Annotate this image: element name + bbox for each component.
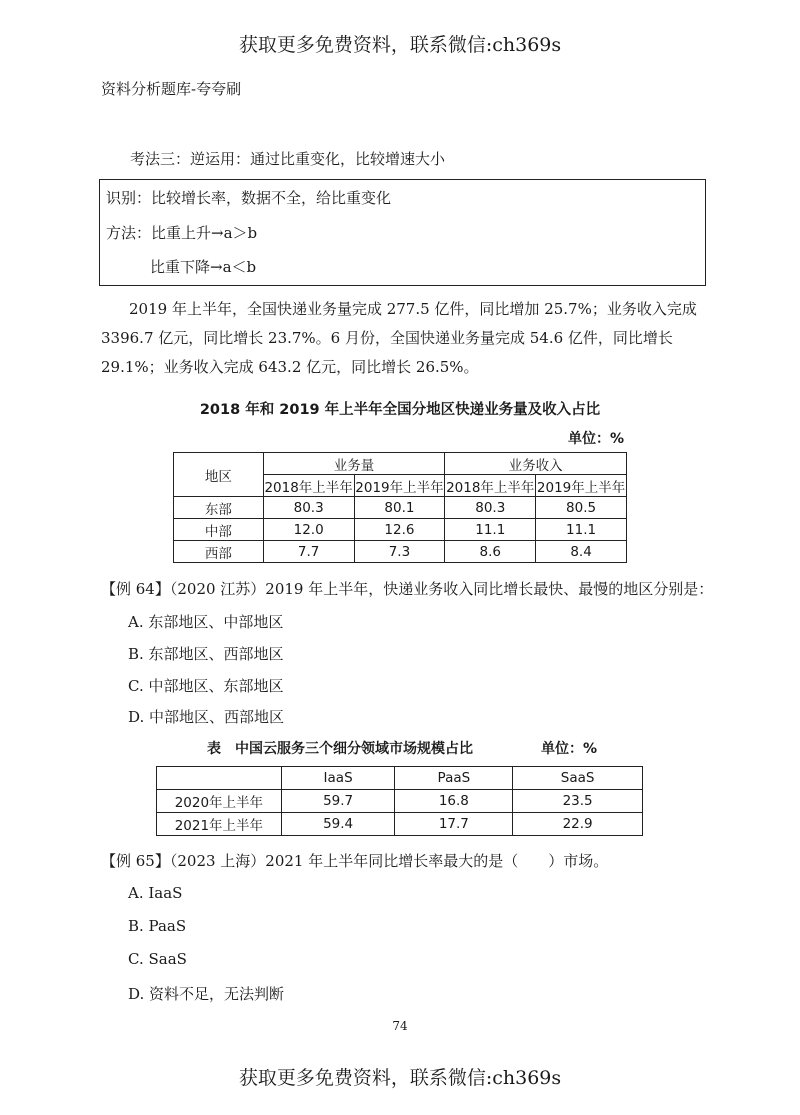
question-64-stem: 【例 64】（2020 江苏）2019 年上半年，快递业务收入同比增长最快、最慢的地区分别是：: [101, 580, 714, 598]
box-line-identify: 识别：比较增长率，数据不全，给比重变化: [106, 189, 392, 207]
cell: 7.7: [263, 541, 354, 563]
page-number: 74: [392, 1019, 408, 1033]
cell: 80.1: [354, 497, 445, 519]
cell: 22.9: [513, 813, 643, 836]
table-row: [174, 541, 627, 563]
table-row: [174, 519, 627, 541]
cell: 59.4: [281, 813, 395, 836]
table2-header-empty: [157, 767, 282, 790]
row-label: 东部: [174, 497, 264, 519]
row-label: 2020年上半年: [157, 790, 282, 813]
method-box: [99, 179, 706, 286]
question-64-option-b[interactable]: B. 东部地区、西部地区: [128, 645, 284, 663]
question-64-option-d[interactable]: D. 中部地区、西部地区: [128, 708, 285, 726]
box-line-method: 方法：比重上升→a＞b: [106, 224, 258, 242]
method-title: 考法三：逆运用：通过比重变化，比较增速大小: [130, 150, 446, 168]
row-label: 西部: [174, 541, 264, 563]
question-65-stem: 【例 65】（2023 上海）2021 年上半年同比增长率最大的是（ ）市场。: [101, 852, 609, 870]
table1-header-volume: 业务量: [263, 453, 445, 475]
cell: 11.1: [445, 519, 536, 541]
question-64-option-c[interactable]: C. 中部地区、东部地区: [128, 677, 284, 695]
cell: 59.7: [281, 790, 395, 813]
table1-subheader: 2018年上半年: [263, 475, 354, 497]
question-65-option-d[interactable]: D. 资料不足，无法判断: [128, 985, 285, 1003]
banner-bottom: 获取更多免费资料，联系微信:ch369s: [238, 1067, 562, 1089]
cell: 17.7: [395, 813, 513, 836]
table2-header-paas: PaaS: [395, 767, 513, 790]
table1-header-revenue: 业务收入: [445, 453, 627, 475]
table-row: [157, 813, 643, 836]
cell: 80.5: [536, 497, 627, 519]
intro-paragraph: 2019 年上半年，全国快递业务量完成 277.5 亿件，同比增加 25.7%；业务收入完成 3396.7 亿元，同比增长 23.7%。6 月份，全国快递业务量完成 54.6 亿件，同比增长 29.1%；业务收入完成 643.2 亿元，同比增长 26.5%。: [101, 300, 697, 376]
table1-subheader: 2019年上半年: [536, 475, 627, 497]
table-row: [174, 497, 627, 519]
table1-header-region: 地区: [174, 453, 264, 497]
table1-subheader: 2018年上半年: [445, 475, 536, 497]
question-65-option-a[interactable]: A. IaaS: [128, 884, 183, 902]
table2-unit: 单位：%: [541, 741, 598, 757]
banner-top: 获取更多免费资料，联系微信:ch369s: [238, 34, 562, 56]
cell: 12.6: [354, 519, 445, 541]
row-label: 中部: [174, 519, 264, 541]
cell: 8.4: [536, 541, 627, 563]
cell: 8.6: [445, 541, 536, 563]
question-64-option-a[interactable]: A. 东部地区、中部地区: [128, 613, 284, 631]
table-row: [157, 790, 643, 813]
table2-header-iaas: IaaS: [281, 767, 395, 790]
table1-subheader: 2019年上半年: [354, 475, 445, 497]
page-header: 资料分析题库-夸夸刷: [101, 80, 242, 98]
cell: 80.3: [445, 497, 536, 519]
table2-header-saas: SaaS: [513, 767, 643, 790]
question-65-option-c[interactable]: C. SaaS: [128, 950, 187, 968]
table1-title: 2018 年和 2019 年上半年全国分地区快递业务量及收入占比: [199, 402, 601, 418]
cell: 7.3: [354, 541, 445, 563]
cell: 11.1: [536, 519, 627, 541]
cell: 16.8: [395, 790, 513, 813]
table1-unit: 单位：%: [568, 431, 625, 447]
table2-title: 表 中国云服务三个细分领域市场规模占比: [207, 741, 473, 757]
box-line-method-2: 比重下降→a＜b: [150, 258, 257, 276]
row-label: 2021年上半年: [157, 813, 282, 836]
cell: 23.5: [513, 790, 643, 813]
table2: [156, 766, 643, 836]
table1: [173, 452, 627, 563]
cell: 12.0: [263, 519, 354, 541]
question-65-option-b[interactable]: B. PaaS: [128, 917, 187, 935]
cell: 80.3: [263, 497, 354, 519]
